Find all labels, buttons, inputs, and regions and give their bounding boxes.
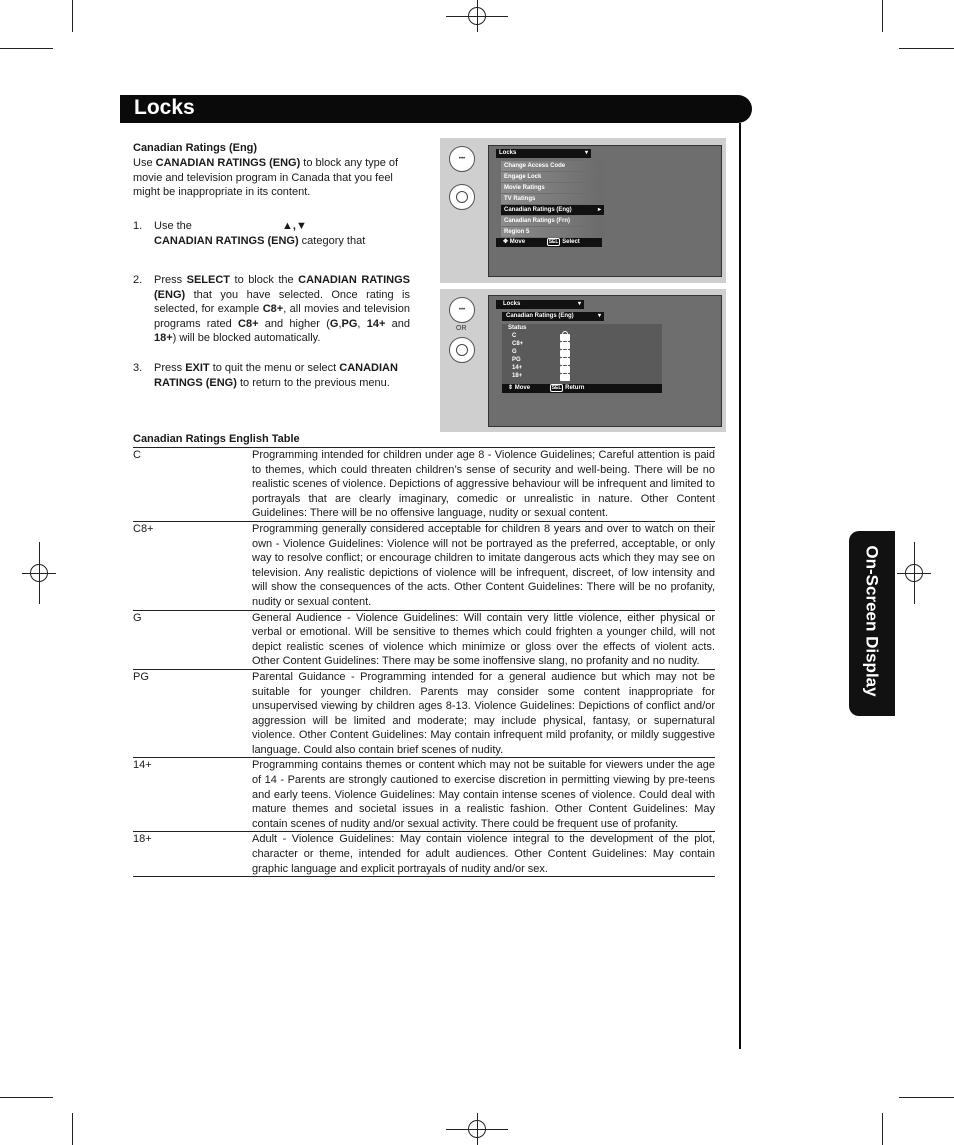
intro-text: Use — [133, 157, 156, 169]
step-text: ) will be blocked automatically. — [172, 332, 321, 344]
intro-text: to block any type of movie and television program in Canada that you feel might be inappropriate in its content. — [133, 157, 399, 198]
step-text-bold: 18+ — [154, 332, 173, 344]
step-text-bold: C8+ — [262, 303, 284, 315]
rating-description: Programming generally considered acceptable for children 8 years and over to watch on their own - Violence Guidelines: Violence will not be portrayed as the preferred, acceptable, or only way to resolve conflict; or encourage children to imitate dangerous acts which they may see on television. Any realistic depictions of violence will be infrequent, discreet, of low intensity and will show the consequences of the acts. Other Content Guidelines: There will be no profanity, nudity or sexual content. — [252, 522, 715, 608]
menu-header-label: Locks — [503, 301, 521, 307]
rating-code: 14+ — [133, 759, 152, 772]
registration-mark — [39, 542, 40, 604]
menu-footer — [496, 238, 602, 247]
step-text: category that — [298, 234, 366, 247]
footer-move: Move — [509, 239, 526, 245]
menu-item-label: Region 5 — [504, 229, 530, 235]
step-text-bold: CANADIAN RATINGS (ENG) — [154, 362, 398, 389]
page-title: Locks — [134, 96, 195, 119]
crop-mark — [899, 48, 954, 49]
crop-mark — [0, 1097, 53, 1098]
registration-mark — [914, 542, 915, 604]
submenu-header: Canadian Ratings (Eng) ▾ — [502, 312, 604, 321]
crop-mark — [72, 0, 73, 32]
rating-label: C8+ — [512, 341, 524, 347]
registration-mark — [477, 1113, 478, 1145]
cursor-pad-icon — [449, 184, 475, 210]
menu-item[interactable] — [501, 183, 604, 193]
step-text-bold: PG — [341, 317, 358, 330]
rating-description: Parental Guidance - Programming intended for a general audience but which may not be suitable for younger children. Parents may consider some content inappropriate for unsupervised viewing by children ages 8-13. Violence Guidelines: Depictions of conflict and/or aggression will be limited and moderate; may include physical, fantasy, or supernatural violence. Other Content Guidelines: May contain infrequent mild profanity, or mildly suggestive language. Could also contain brief scenes of nudity. — [252, 670, 715, 756]
rating-description: Programming contains themes or content which may not be suitable for viewers under the age of 14 - Parents are strongly cautioned to exercise discretion in permitting viewing by pre-teens and early teens. Violence Guidelines: May contain intense scenes of violence. Could deal with mature themes and societal issues in a realistic fashion. Other Content Guidelines: May contain scenes of nudity and/or sexual activity. There could be frequent use of profanity. — [252, 759, 715, 830]
menu-footer — [502, 384, 662, 393]
chevron-right-icon: ▸ — [597, 207, 601, 213]
arrow-keys: ▲,▼ — [282, 220, 307, 232]
rating-label: G — [512, 349, 517, 355]
step-number: 1. — [133, 220, 143, 232]
menu-item[interactable] — [501, 216, 604, 226]
menu-item-label: Canadian Ratings (Eng) — [504, 207, 572, 213]
step-text: to block the — [230, 274, 299, 286]
section-heading: Canadian Ratings (Eng) — [133, 142, 258, 154]
step-text: , — [357, 317, 367, 330]
step-text-bold: G — [329, 317, 339, 330]
ratings-table — [133, 447, 715, 877]
menu-item[interactable] — [501, 194, 604, 204]
table-row — [133, 522, 715, 611]
screen-panel-2 — [440, 289, 726, 432]
rating-code: PG — [133, 670, 149, 683]
step-number: 3. — [133, 362, 143, 374]
rating-label: C — [512, 333, 517, 339]
rating-description: General Audience - Violence Guidelines: Will contain very little violence, either physical or verbal or emotional. Will be sensitive to themes which could frighten a younger child, will not depict realistic scenes of violence which minimize or gloss over the effects of violent acts. Other Content Guidelines: There may be some inoffensive slang, no profanity and no nudity. — [252, 611, 715, 668]
rating-description: Adult - Violence Guidelines: May contain violence integral to the development of the plot, character or theme, intended for adult audiences. Other Content Guidelines: May contain graphic language and explicit portrayals of nudity and/or sex. — [252, 833, 715, 875]
crop-mark — [882, 1113, 883, 1145]
table-row — [133, 670, 715, 759]
or-label: OR — [456, 325, 467, 332]
status-panel — [502, 324, 662, 384]
intro-paragraph — [133, 156, 413, 200]
status-label: Status — [508, 325, 527, 331]
crop-mark — [0, 48, 53, 49]
step-text-bold: C8+ — [238, 317, 259, 330]
step-text: , — [338, 317, 342, 330]
submenu-header-label: Canadian Ratings (Eng) — [506, 313, 574, 319]
menu-item-selected[interactable] — [501, 205, 604, 215]
table-row — [133, 611, 715, 670]
step-text: to return to the previous menu. — [236, 376, 390, 389]
tv-screen — [488, 145, 722, 277]
vertical-rule — [739, 123, 741, 1049]
crop-mark — [72, 1113, 73, 1145]
menu-item-label: Engage Lock — [504, 174, 542, 180]
rating-label: 18+ — [512, 373, 523, 379]
step-number: 2. — [133, 274, 143, 286]
cursor-pad-icon — [449, 337, 475, 363]
page-title-bar — [120, 95, 752, 123]
step-text: Press — [154, 274, 187, 286]
step-text-bold: CANADIAN RATINGS (ENG) — [154, 274, 410, 301]
table-row — [133, 832, 715, 877]
rating-row[interactable] — [512, 332, 577, 340]
menu-header: Locks ▾ — [496, 300, 584, 309]
registration-mark — [477, 0, 478, 32]
menu-button-icon: ••• — [449, 146, 475, 172]
lock-icon — [560, 374, 570, 381]
step-text: and — [385, 317, 410, 330]
step-text-bold: EXIT — [185, 362, 210, 374]
intro-text-bold: CANADIAN RATINGS (ENG) — [155, 157, 301, 169]
section-side-tab — [849, 531, 895, 716]
move-arrows-icon: ✥ — [503, 239, 509, 245]
table-title: Canadian Ratings English Table — [133, 433, 300, 445]
sel-key-icon: SEL — [551, 385, 562, 391]
footer-select: Select — [562, 239, 580, 245]
footer-return: Return — [565, 385, 585, 391]
step-2 — [133, 273, 410, 346]
up-down-arrows-icon: ⇕ — [508, 385, 514, 391]
tv-screen — [488, 295, 722, 427]
menu-item[interactable] — [501, 227, 604, 237]
table-row — [133, 758, 715, 832]
rating-code: C — [133, 449, 141, 461]
menu-button-icon: ••• — [449, 297, 475, 323]
menu-header-label: Locks — [499, 150, 517, 156]
step-text-bold: 14+ — [366, 317, 386, 330]
rating-code: 18+ — [133, 833, 152, 846]
crop-mark — [899, 1097, 954, 1098]
menu-item-label: Change Access Code — [504, 163, 566, 169]
rating-code: G — [133, 611, 142, 624]
rating-label: 14+ — [512, 365, 523, 371]
crop-mark — [882, 0, 883, 32]
screen-panel-1 — [440, 138, 726, 283]
table-row — [133, 448, 715, 522]
step-text: that you have selected. Once rating is selected, for example — [154, 288, 410, 315]
step-1 — [133, 219, 410, 248]
footer-move: Move — [514, 385, 531, 391]
menu-item-label: TV Ratings — [504, 196, 536, 202]
step-text: and higher ( — [258, 317, 330, 330]
menu-item-label: Movie Ratings — [504, 185, 545, 191]
rating-row[interactable] — [512, 356, 577, 364]
rating-row[interactable] — [512, 348, 577, 356]
rating-row[interactable] — [512, 340, 577, 348]
rating-row[interactable] — [512, 364, 577, 372]
menu-item[interactable] — [501, 161, 604, 171]
step-text-bold: CANADIAN RATINGS (ENG) — [154, 234, 299, 247]
sel-key-icon: SEL — [548, 239, 559, 245]
step-text: to quit the menu or select — [209, 362, 340, 374]
rating-code: C8+ — [133, 522, 154, 535]
step-text: Use the — [154, 220, 192, 232]
side-tab-label: On-Screen Display — [862, 545, 882, 697]
step-text: Press — [154, 362, 186, 374]
step-text: , all movies and television programs rated — [154, 303, 410, 330]
menu-header: Locks ▾ — [496, 149, 591, 158]
rating-label: PG — [512, 357, 521, 363]
step-3 — [133, 361, 410, 390]
menu-item[interactable] — [501, 172, 604, 182]
rating-description: Programming intended for children under age 8 - Violence Guidelines; Careful attention is paid to themes, which could threaten children’s sense of security and well-being. There will be no realistic scenes of violence. Depictions of aggressive behaviour will be infrequent and limited to portrayals that are clearly imaginary, comedic or unrealistic in nature. Other Content Guidelines: There will be no offensive language, nudity or sexual content. — [252, 449, 715, 520]
rating-row[interactable] — [512, 372, 577, 380]
menu-item-label: Canadian Ratings (Frn) — [504, 218, 571, 224]
step-text-bold: SELECT — [186, 274, 231, 286]
